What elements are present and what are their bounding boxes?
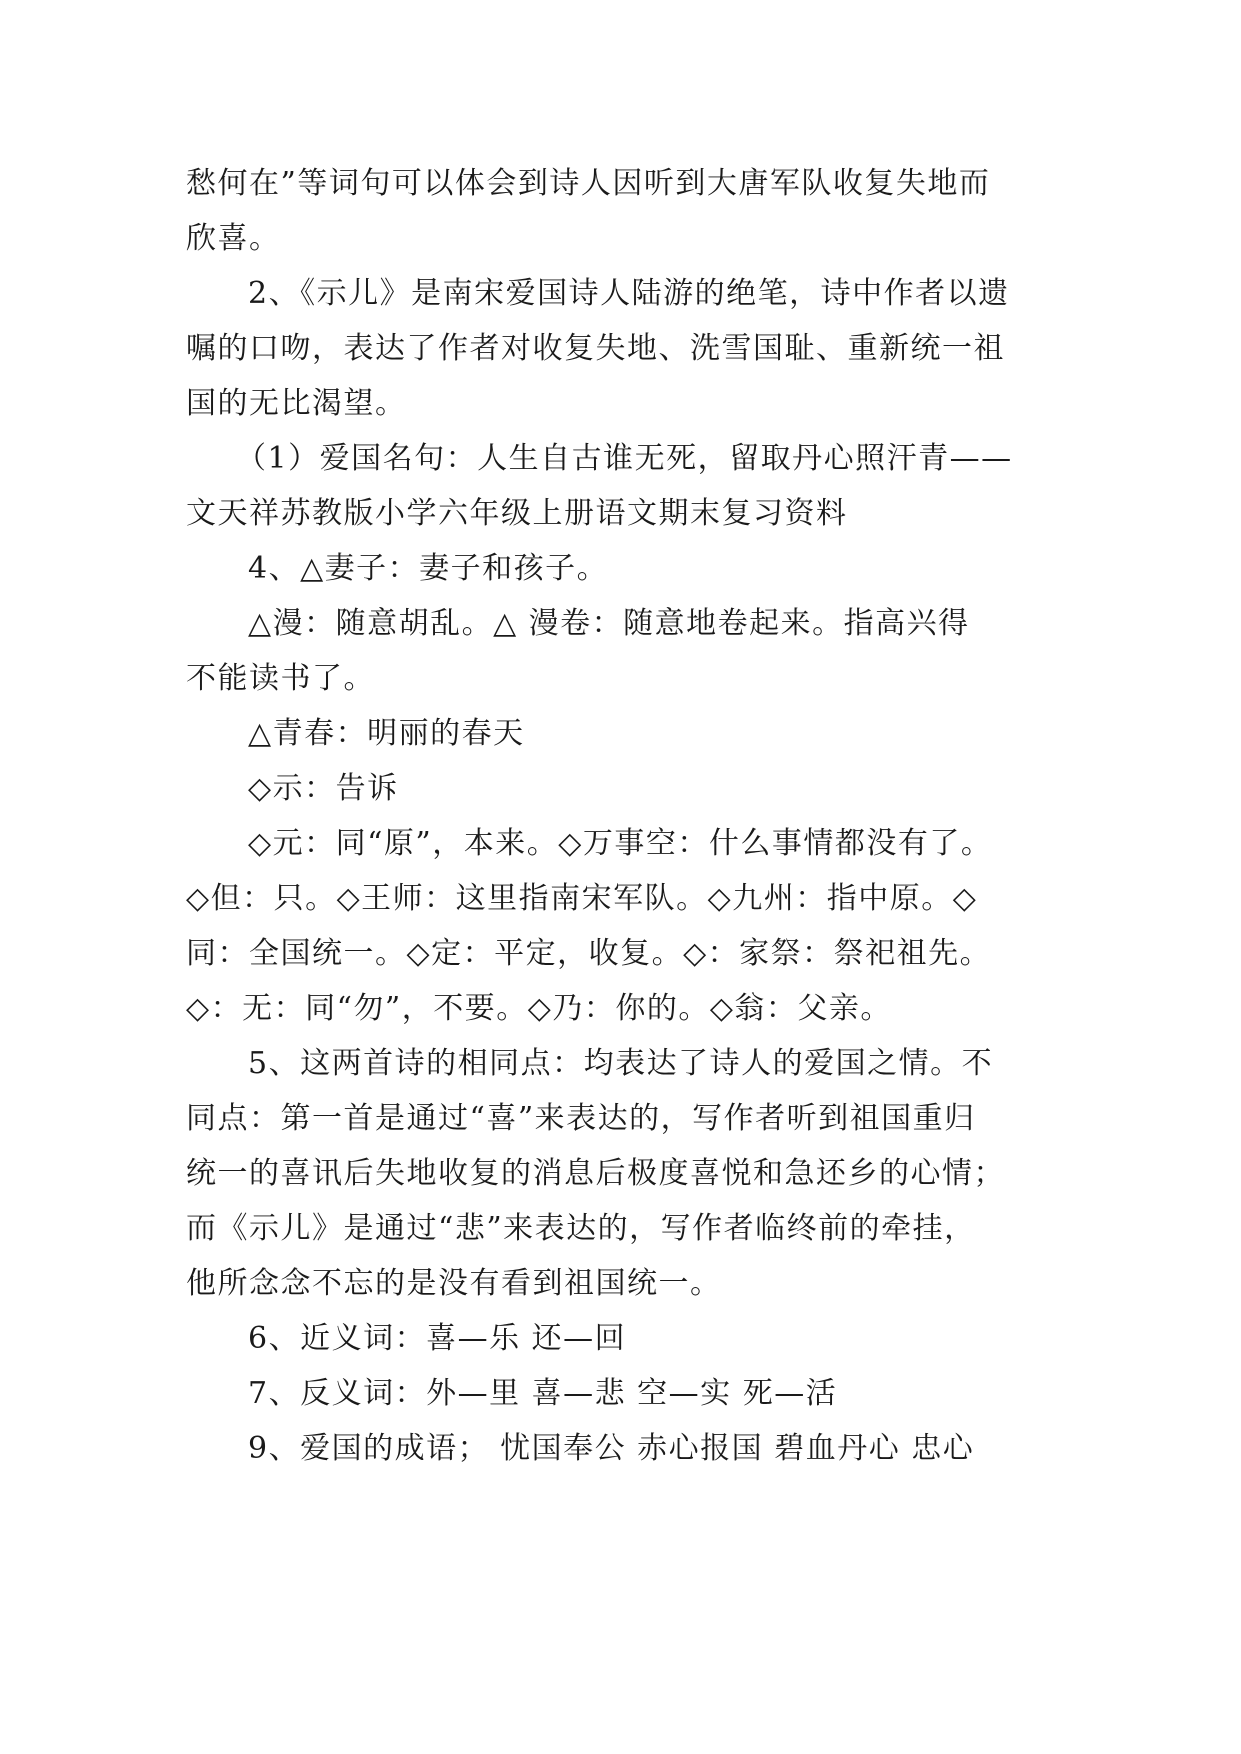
paragraph-start: 9、爱国的成语； 忧国奉公 赤心报国 碧血丹心 忠心 bbox=[248, 1431, 975, 1466]
paragraph-start: 4、△妻子：妻子和孩子。 bbox=[248, 551, 609, 586]
paragraph-start: ◇示：告诉 bbox=[248, 771, 399, 806]
text-line: 欣喜。 bbox=[186, 221, 281, 256]
text-line: ◇但：只。◇王师：这里指南宋军队。◇九州：指中原。◇ bbox=[186, 881, 978, 916]
text-line: 文天祥苏教版小学六年级上册语文期末复习资料 bbox=[186, 496, 848, 531]
paragraph-start: 6、近义词：喜—乐 还—回 bbox=[248, 1321, 627, 1356]
text-line: 他所念念不忘的是没有看到祖国统一。 bbox=[186, 1266, 722, 1301]
text-line: 同：全国统一。◇定：平定，收复。◇：家祭：祭祀祖先。 bbox=[186, 936, 992, 971]
paragraph-start: 5、这两首诗的相同点：均表达了诗人的爱国之情。不 bbox=[248, 1046, 994, 1081]
text-line: 统一的喜讯后失地收复的消息后极度喜悦和急还乡的心情； bbox=[186, 1156, 1005, 1191]
paragraph-start: △青春：明丽的春天 bbox=[248, 716, 525, 751]
text-line: 嘱的口吻，表达了作者对收复失地、洗雪国耻、重新统一祖 bbox=[186, 331, 1005, 366]
paragraph-start: ◇元：同“原”，本来。◇万事空：什么事情都没有了。 bbox=[248, 826, 993, 861]
text-line: 而《示儿》是通过“悲”来表达的，写作者临终前的牵挂， bbox=[186, 1211, 976, 1246]
paragraph-start: 2、《示儿》是南宋爱国诗人陆游的绝笔，诗中作者以遗 bbox=[248, 276, 1010, 311]
paragraph-start: △漫：随意胡乱。△ 漫卷：随意地卷起来。指高兴得 bbox=[248, 606, 970, 641]
text-line: 不能读书了。 bbox=[186, 661, 375, 696]
text-line: 同点：第一首是通过“喜”来表达的，写作者听到祖国重归 bbox=[186, 1101, 976, 1136]
text-line: 国的无比渴望。 bbox=[186, 386, 407, 421]
text-line: ◇：无：同“勿”，不要。◇乃：你的。◇翁：父亲。 bbox=[186, 991, 892, 1026]
text-line: 愁何在”等词句可以体会到诗人因听到大唐军队收复失地而 bbox=[186, 166, 991, 201]
paragraph-start: （1）爱国名句：人生自古谁无死，留取丹心照汗青—— bbox=[236, 441, 1013, 476]
paragraph-start: 7、反义词：外—里 喜—悲 空—实 死—活 bbox=[248, 1376, 838, 1411]
